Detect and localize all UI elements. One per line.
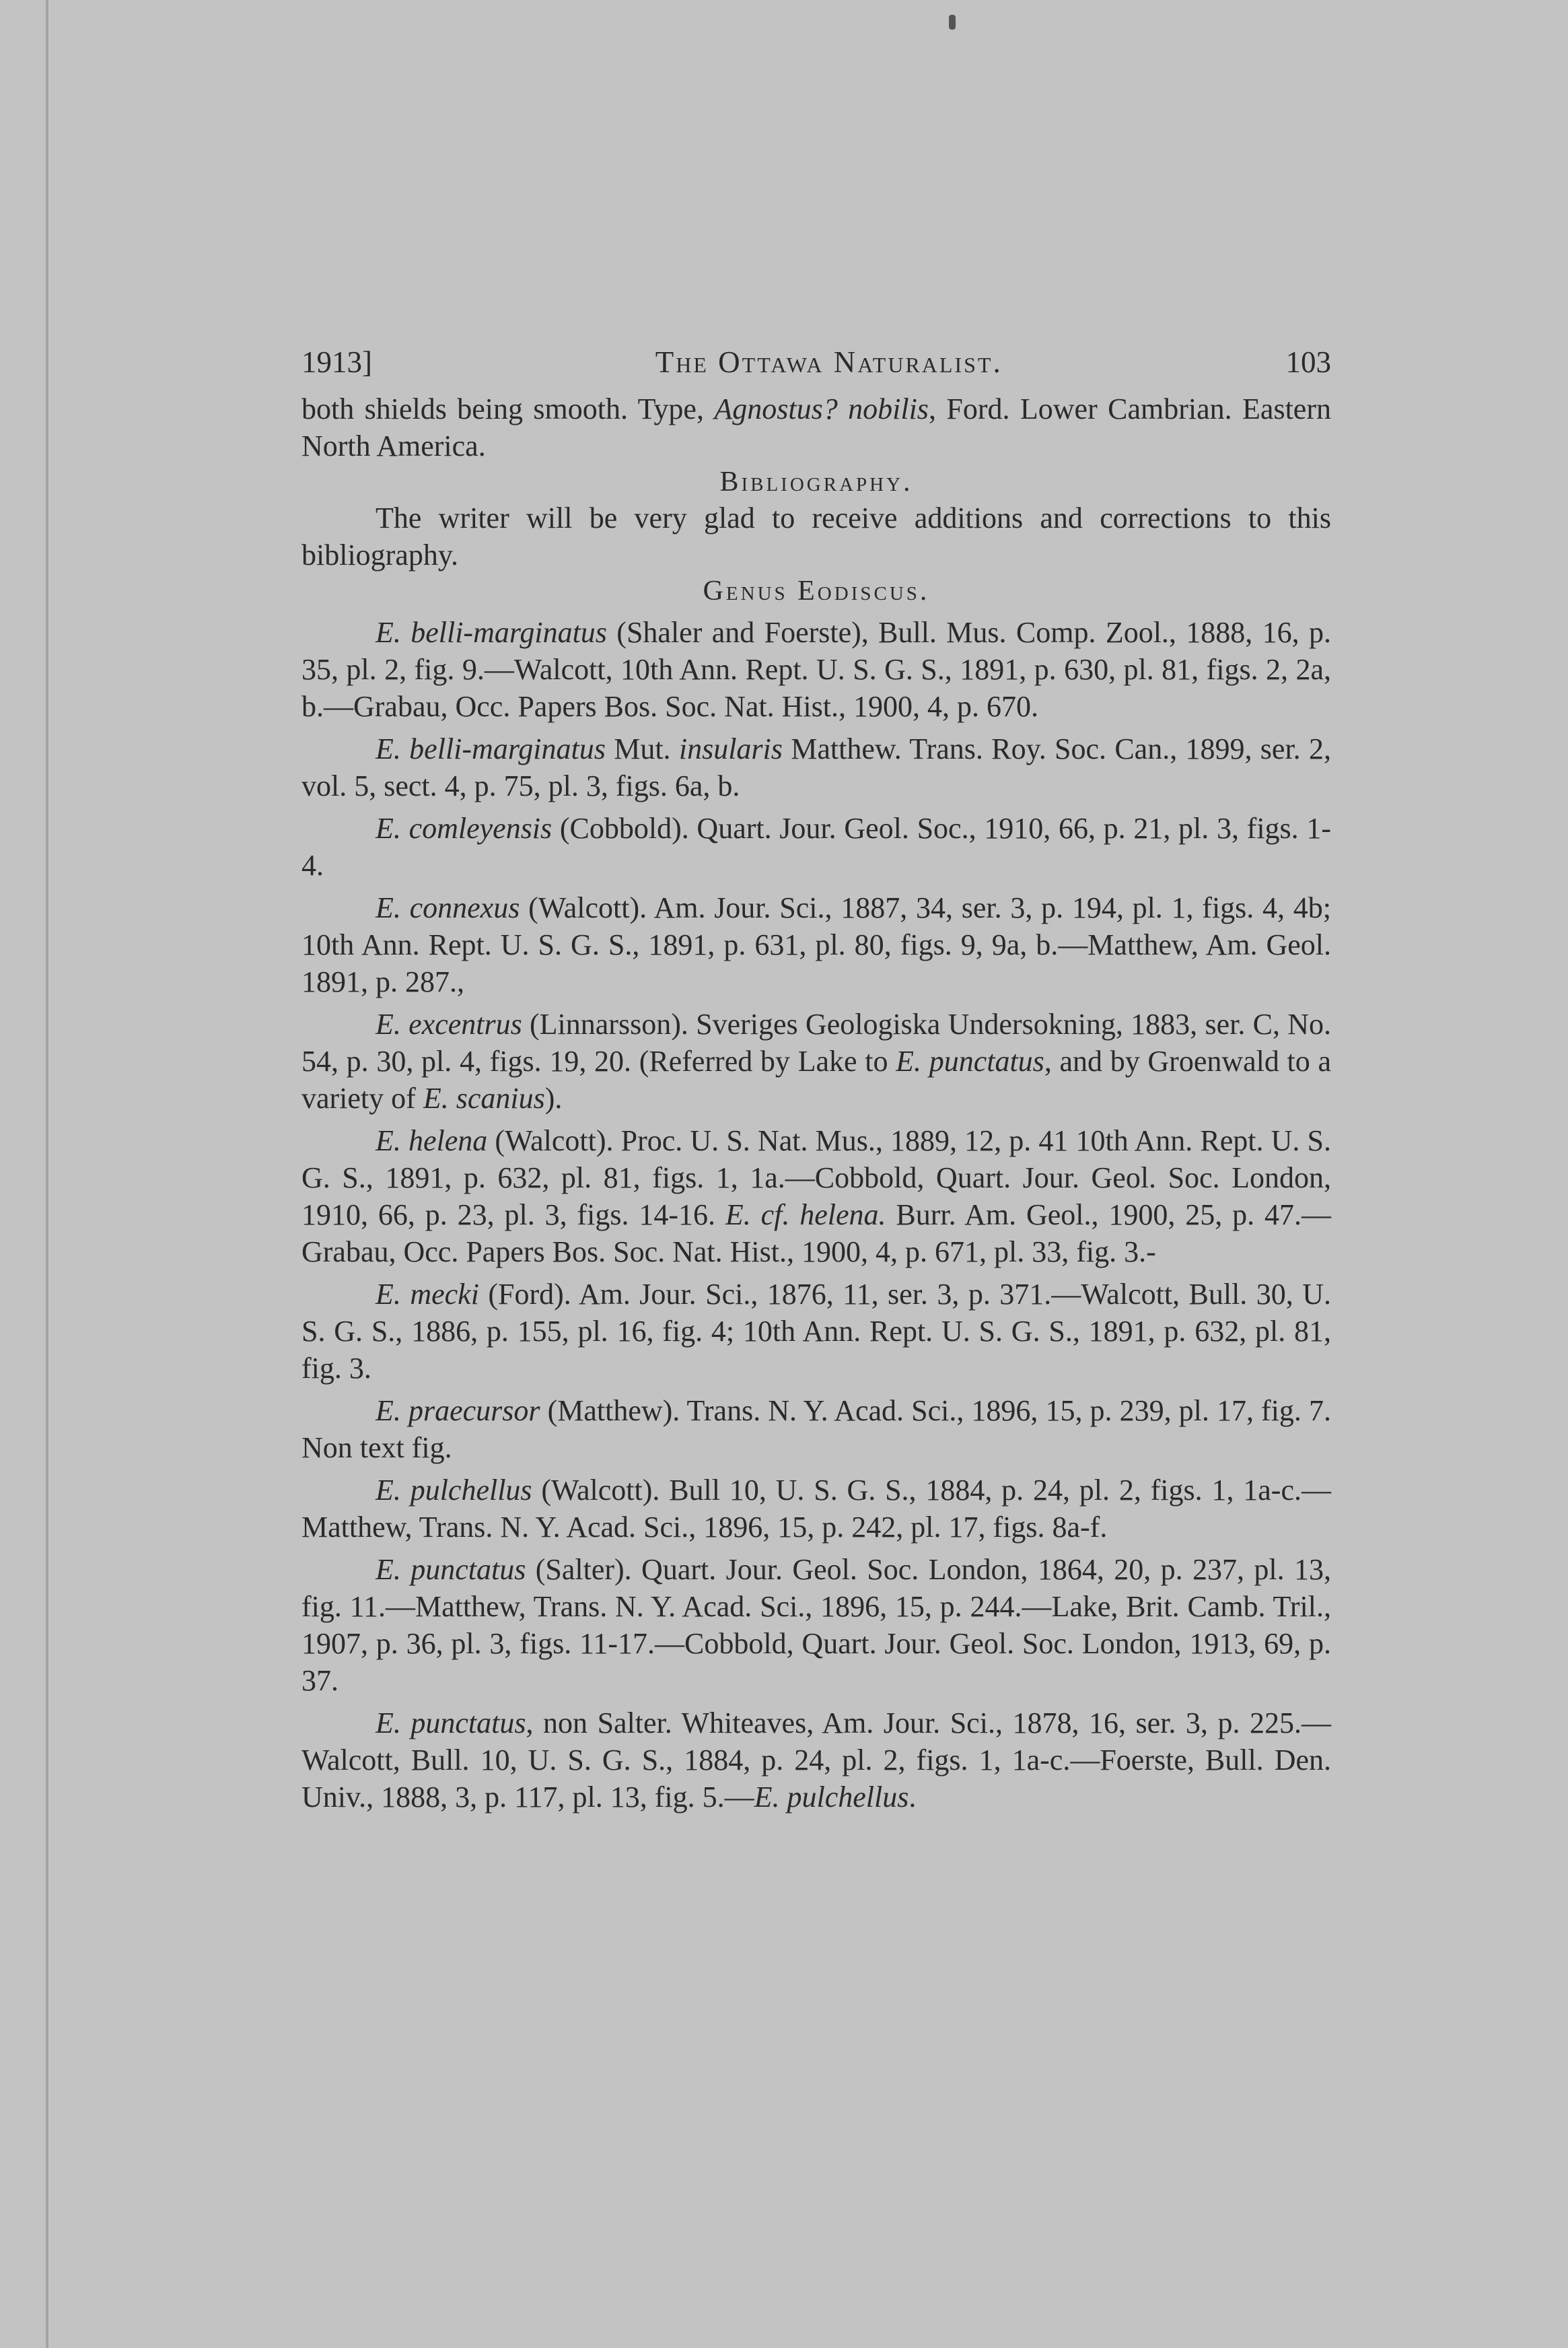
- bibliography-entry: [301, 1006, 1331, 1117]
- scan-mark: [949, 15, 956, 30]
- intro-text-end: , Ford. Lower Cambrian. Eastern North America.: [301, 392, 1331, 462]
- citation-text: (Cobbold). Quart. Jour. Geol. Soc., 1910, 66, p. 21, pl. 3, figs. 1-4.: [301, 812, 1332, 882]
- species-name: E. belli-marginatus: [376, 732, 606, 765]
- citation-text: , non Salter. Whiteaves, Am. Jour. Sci., 1878, 16, ser. 3, p. 225.—Walcott, Bull. 10, U. S. G. S., 1884, p. 24, pl. 2, figs. 1, 1a-c.—Foerste, Bull. Den. Univ., 1888, 3, p. 117, pl. 13, fig. 5.—: [301, 1706, 1331, 1814]
- species-name: E. punctatus: [896, 1045, 1044, 1078]
- citation-text: .: [908, 1781, 917, 1814]
- running-head: [301, 343, 1331, 381]
- citation-text: (Salter). Quart. Jour. Geol. Soc. London, 1864, 20, p. 237, pl. 13, fig. 11.—Matthew, Trans. N. Y. Acad. Sci., 1896, 15, p. 244.—Lake, Brit. Camb. Tril., 1907, p. 36, pl. 3, figs. 11-17.—Cobbold, Quart. Jour. Geol. Soc. London, 1913, 69, p. 37.: [301, 1553, 1331, 1697]
- citation-text: (Ford). Am. Jour. Sci., 1876, 11, ser. 3, p. 371.—Walcott, Bull. 30, U. S. G. S., 1886, p. 155, pl. 16, fig. 4; 10th Ann. Rept. U. S. G. S., 1891, p. 632, pl. 81, fig. 3.: [301, 1278, 1331, 1385]
- bibliography-entry: [301, 730, 1331, 804]
- bibliography-entry: [301, 1122, 1331, 1270]
- citation-text: Mut.: [605, 732, 679, 765]
- bibliography-entry: [301, 1472, 1331, 1546]
- species-name: insularis: [678, 732, 783, 765]
- species-name: E. belli-marginatus: [376, 616, 607, 649]
- citation-text: (Linnarsson). Sveriges Geologiska Undersokning, 1883, ser. C, No. 54, p. 30, pl. 4, figs. 19, 20. (Referred by Lake to: [301, 1008, 1332, 1078]
- citation-text: (Matthew). Trans. N. Y. Acad. Sci., 1896, 15, p. 239, pl. 17, fig. 7. Non text fig.: [301, 1394, 1331, 1464]
- page-body: [301, 343, 1331, 1816]
- binding-edge-line: [46, 0, 48, 2348]
- bibliography-entry: [301, 1276, 1331, 1387]
- bibliography-entry: [301, 1392, 1331, 1466]
- citation-text: Matthew. Trans. Roy. Soc. Can., 1899, ser. 2, vol. 5, sect. 4, p. 75, pl. 3, figs. 6a, b.: [301, 732, 1331, 802]
- citation-text: (Walcott). Bull 10, U. S. G. S., 1884, p. 24, pl. 2, figs. 1, 1a-c.—Matthew, Trans. N. Y. Acad. Sci., 1896, 15, p. 242, pl. 17, figs. 8a-f.: [301, 1474, 1331, 1544]
- citation-text: (Walcott). Proc. U. S. Nat. Mus., 1889, 12, p. 41 10th Ann. Rept. U. S. G. S., 1891, p. 632, pl. 81, figs. 1, 1a.—Cobbold, Quart. Jour. Geol. Soc. London, 1910, 66, p. 23, pl. 3, figs. 14-16.: [301, 1124, 1331, 1231]
- species-name: E. scanius: [423, 1082, 545, 1115]
- citation-text: (Walcott). Am. Jour. Sci., 1887, 34, ser. 3, p. 194, pl. 1, figs. 4, 4b; 10th Ann. Rept. U. S. G. S., 1891, p. 631, pl. 80, figs. 9, 9a, b.—Matthew, Am. Geol. 1891, p. 287.,: [301, 891, 1332, 998]
- species-name: E. cf. helena.: [725, 1198, 886, 1231]
- species-name: E. excentrus: [376, 1008, 522, 1041]
- species-name: E. punctatus: [376, 1553, 526, 1586]
- entry-list: [301, 614, 1331, 1816]
- species-name: E. praecursor: [376, 1394, 540, 1427]
- species-name: E. helena: [376, 1124, 488, 1157]
- bibliography-entry: [301, 614, 1331, 725]
- citation-text: ).: [544, 1082, 563, 1115]
- citation-text: Burr. Am. Geol., 1900, 25, p. 47.—Grabau, Occ. Papers Bos. Soc. Nat. Hist., 1900, 4, p. 671, pl. 33, fig. 3.-: [301, 1198, 1331, 1268]
- species-name: E. punctatus: [376, 1706, 526, 1739]
- genus-heading: Genus Eodiscus.: [703, 576, 930, 607]
- species-name: E. pulchellus: [376, 1474, 532, 1507]
- journal-title: The Ottawa Naturalist.: [655, 345, 1003, 379]
- species-name: E. mecki: [376, 1278, 479, 1311]
- intro-paragraph: [301, 390, 1331, 464]
- year-label: 1913]: [301, 345, 372, 379]
- bibliography-entry: [301, 1551, 1331, 1699]
- citation-text: (Shaler and Foerste), Bull. Mus. Comp. Zool., 1888, 16, p. 35, pl. 2, fig. 9.—Walcott, 10th Ann. Rept. U. S. G. S., 1891, p. 630, pl. 81, figs. 2, 2a, b.—Grabau, Occ. Papers Bos. Soc. Nat. Hist., 1900, 4, p. 670.: [301, 616, 1331, 723]
- intro-text: both shields being smooth. Type,: [301, 392, 715, 425]
- page-number: 103: [1285, 345, 1331, 379]
- intro-species: Agnostus? nobilis: [714, 392, 929, 425]
- bibliography-entry: [301, 810, 1331, 884]
- bibliography-note: The writer will be very glad to receive additions and corrections to this bibliography.: [301, 502, 1331, 572]
- species-name: E. connexus: [376, 891, 520, 924]
- species-name: E. comleyensis: [376, 812, 553, 845]
- species-name: E. pulchellus: [754, 1781, 909, 1814]
- citation-text: , and by Groenwald to a variety of: [301, 1045, 1331, 1115]
- bibliography-entry: [301, 889, 1331, 1000]
- bibliography-entry: [301, 1704, 1331, 1816]
- bibliography-heading: Bibliography.: [719, 467, 913, 497]
